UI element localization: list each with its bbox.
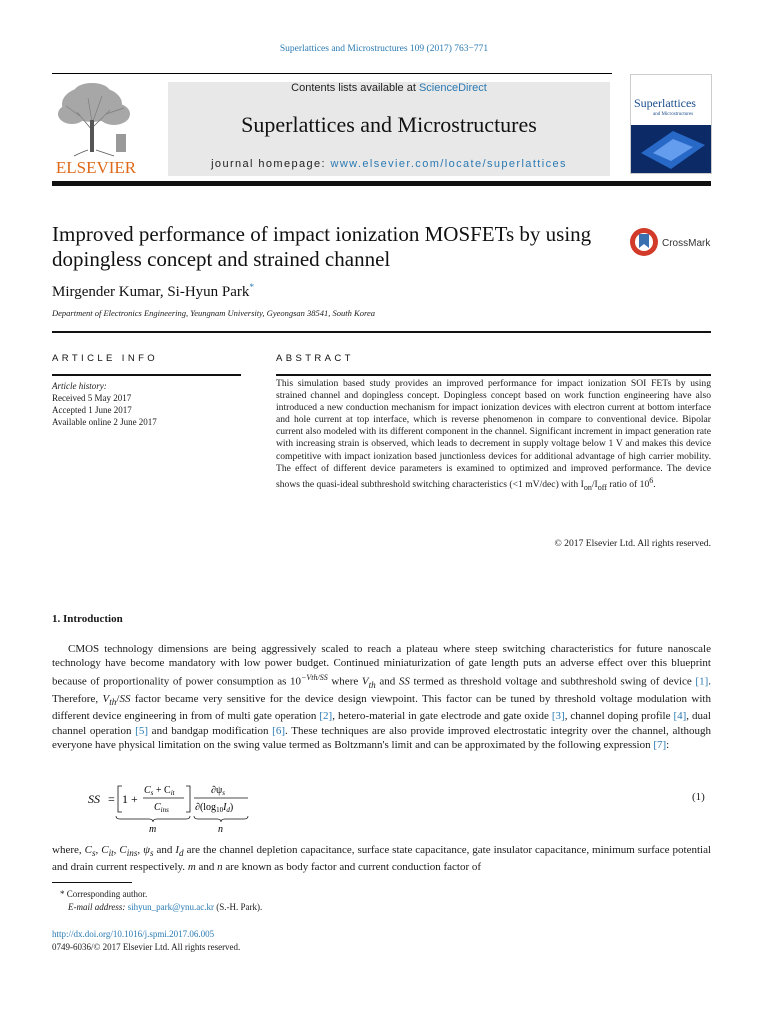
eq-underbrace-n xyxy=(194,816,248,822)
where-text: , xyxy=(95,844,102,856)
intro-text: . These techniques are also provide improved electrostatic integrity over the channel, although everyone have physical limitation on the swing value termed as Boltzmann's limit and can be approximated by the following expression xyxy=(52,724,712,751)
section-heading-introduction: 1. Introduction xyxy=(52,613,123,625)
elsevier-logo xyxy=(52,80,140,176)
article-info-heading: ARTICLE INFO xyxy=(52,353,159,364)
cs-symbol: C xyxy=(84,844,92,856)
reference-link[interactable]: [2] xyxy=(319,710,333,723)
author-list xyxy=(52,282,254,301)
journal-homepage-link[interactable]: www.elsevier.com/locate/superlattices xyxy=(330,158,567,170)
contents-line xyxy=(168,82,610,94)
intro-text: , dual channel operation xyxy=(52,710,711,737)
svg-text:and Microstructures: and Microstructures xyxy=(653,112,694,117)
cit-subscript: it xyxy=(108,848,114,859)
svg-text:CrossMark: CrossMark xyxy=(662,238,711,249)
power-exponent: −Vth/SS xyxy=(301,672,328,682)
eq-lhs: SS xyxy=(88,792,100,806)
journal-homepage-line xyxy=(168,158,610,170)
journal-title: Superlattices and Microstructures xyxy=(241,112,537,137)
eq-right-bracket xyxy=(186,786,190,812)
email-label: E-mail address: xyxy=(68,902,128,912)
ioff-subscript: off xyxy=(597,482,607,492)
reference-link[interactable]: [3] xyxy=(551,710,565,723)
corresponding-author-mark[interactable]: * xyxy=(249,282,254,292)
journal-cover[interactable] xyxy=(630,74,712,174)
where-paragraph xyxy=(52,843,711,875)
email-suffix: (S.-H. Park). xyxy=(213,902,263,912)
m-symbol: m xyxy=(187,861,196,874)
abstract-main: This simulation based study provides an improved performance for impact ionization SOI FETs by using strained channel and dopingless concept. Dopingless concept based on work function engineering have also introduced a new conduction mechanism for impact ionization devices with electron current at bottom interface and hole current at top interface, which is reverse phenomenon in compare to conventional device. Bipolar current also modeled with its different component in the channel. Significant increment in impact generation rate with increasing strain is observed, which leads to decrement in supply voltage below 1 V and makes this device competitive with impact ionization based junctionless devices for additional advantage of high carrier mobility. The effect of different device parameters is examined to optimized and improved performance. The device shows the quasi-ideal subthreshold switching characteristics (<1 mV/dec) with I xyxy=(276,378,711,490)
where-text: and xyxy=(153,844,176,856)
cins-subscript: ins xyxy=(126,848,138,859)
cins-symbol: C xyxy=(119,844,127,856)
header-top-rule xyxy=(52,73,612,74)
id-subscript: d xyxy=(179,848,184,859)
online-date: Available online 2 June 2017 xyxy=(52,417,157,427)
ss-symbol: SS xyxy=(398,675,410,688)
eq-derivative-numerator: $\partial\psi_s$ xyxy=(211,785,225,797)
eq-label-m: m xyxy=(149,824,157,834)
svg-text:Superlattices: Superlattices xyxy=(634,96,696,110)
eq-equals: = xyxy=(108,792,115,806)
intro-text: CMOS technology dimensions are being aggressively scaled to reach a plateau where steep switching characteristics for future nanoscale technology have become mandatory with low power budget. Continued miniaturization of gate length puts an adverse effect over this blueprint because of proportionality of power consumption as 10 xyxy=(52,643,711,688)
article-info-rule xyxy=(52,374,241,376)
abstract-copyright: © 2017 Elsevier Ltd. All rights reserved. xyxy=(554,538,711,549)
abstract-slash: / xyxy=(591,478,595,490)
vth-subscript: th xyxy=(368,679,376,690)
introduction-body xyxy=(52,642,711,752)
reference-link[interactable]: [7] xyxy=(653,738,667,751)
sciencedirect-link[interactable]: ScienceDirect xyxy=(418,82,487,94)
received-date: Received 5 May 2017 xyxy=(52,393,132,403)
eq-denominator: $C_{ins}$ xyxy=(154,802,169,814)
where-text: where, xyxy=(52,844,85,856)
intro-text: : xyxy=(666,738,670,751)
where-text: are the channel depletion capacitance, surface state capacitance, gate insulator capacitance, minimum surface potential and drain current respectively. xyxy=(52,844,712,874)
reference-link[interactable]: [1] xyxy=(695,675,709,688)
eq-label-n: n xyxy=(218,824,223,834)
abstract-text xyxy=(276,378,711,494)
intro-text: and bandgap modification xyxy=(147,724,273,737)
id-symbol: I xyxy=(175,844,180,856)
email-link[interactable]: sihyun_park@ynu.ac.kr xyxy=(127,902,214,912)
psi-symbol: ψ xyxy=(143,844,150,856)
intro-text: , hetero-material in gate electrode and gate oxide xyxy=(332,710,552,723)
elsevier-tree-icon xyxy=(52,80,140,176)
where-text: and xyxy=(195,861,218,874)
article-title: Improved performance of impact ionization MOSFETs by using dopingless concept and strained channel xyxy=(52,222,592,271)
reference-link[interactable]: [5] xyxy=(135,724,148,737)
equation-number: (1) xyxy=(692,791,705,803)
where-text: , xyxy=(113,844,120,856)
doi-link[interactable]: http://dx.doi.org/10.1016/j.spmi.2017.06.005 xyxy=(52,929,215,939)
author-names: Mirgender Kumar, Si-Hyun Park xyxy=(52,284,250,300)
eq-numerator: $C_s + C_{it}$ xyxy=(144,785,175,797)
abstract-rule xyxy=(276,374,711,376)
svg-text:ELSEVIER: ELSEVIER xyxy=(55,158,137,176)
corresponding-author-note: * Corresponding author. xyxy=(60,889,148,899)
abstract-heading: ABSTRACT xyxy=(276,353,354,364)
intro-text: factor became very sensitive for the device design viewpoint. This factor can be tuned by threshold voltage modulation with different device engineering in from of multi gate operation xyxy=(52,692,711,723)
footnotes xyxy=(52,888,262,914)
eq-derivative-denominator: $\partial(\log_{10}I_d)$ xyxy=(195,802,234,814)
title-block-rule xyxy=(52,331,711,333)
where-text: are known as body factor and current conduction factor of xyxy=(222,861,482,874)
eq-underbrace-m xyxy=(116,816,190,822)
where-text: , xyxy=(137,844,144,856)
crossmark-badge[interactable] xyxy=(628,226,714,258)
journal-cover-image xyxy=(631,75,711,173)
ratio-text: ratio of 10 xyxy=(606,478,650,490)
abstract-period: . xyxy=(653,478,656,490)
reference-link[interactable]: [4] xyxy=(673,710,687,723)
history-label: Article history: xyxy=(52,381,107,391)
affiliation: Department of Electronics Engineering, Yeungnam University, Gyeongsan 38541, South Korea xyxy=(52,308,375,318)
issn-line: 0749-6036/© 2017 Elsevier Ltd. All rights reserved. xyxy=(52,942,241,952)
article-history xyxy=(52,380,157,428)
intro-paragraph xyxy=(52,642,711,752)
n-symbol: n xyxy=(217,861,223,874)
psi-subscript: s xyxy=(149,848,154,859)
crossmark-icon xyxy=(628,226,714,258)
ss-symbol: SS xyxy=(119,692,131,705)
equation-1 xyxy=(52,782,711,834)
footnote-rule xyxy=(52,882,132,883)
cs-subscript: s xyxy=(91,848,96,859)
ratio-exponent: 6 xyxy=(649,475,654,485)
vth-subscript: th xyxy=(109,696,117,707)
email-note xyxy=(52,901,262,914)
header-bottom-rule xyxy=(52,181,711,186)
intro-text: . Therefore, xyxy=(52,675,711,705)
ion-subscript: on xyxy=(583,482,592,492)
doi-block xyxy=(52,928,240,954)
cit-symbol: C xyxy=(101,844,109,856)
reference-link[interactable]: [6] xyxy=(272,724,285,737)
homepage-prefix: journal homepage: xyxy=(211,158,331,170)
ioff-symbol: I xyxy=(594,478,598,490)
vth-symbol: V xyxy=(361,675,369,688)
intro-text: and xyxy=(375,675,399,688)
accepted-date: Accepted 1 June 2017 xyxy=(52,405,132,415)
equation-graphic xyxy=(52,782,711,834)
eq-one-plus: 1 + xyxy=(122,792,138,806)
vth-symbol: V xyxy=(102,692,110,705)
journal-citation[interactable]: Superlattices and Microstructures 109 (2017) 763−771 xyxy=(279,44,489,54)
contents-prefix: Contents lists available at xyxy=(291,82,419,94)
intro-text: termed as threshold voltage and subthreshold swing of device xyxy=(409,675,696,688)
intro-text: / xyxy=(116,692,120,705)
intro-text: , channel doping profile xyxy=(564,710,674,723)
intro-text: where xyxy=(327,675,362,688)
